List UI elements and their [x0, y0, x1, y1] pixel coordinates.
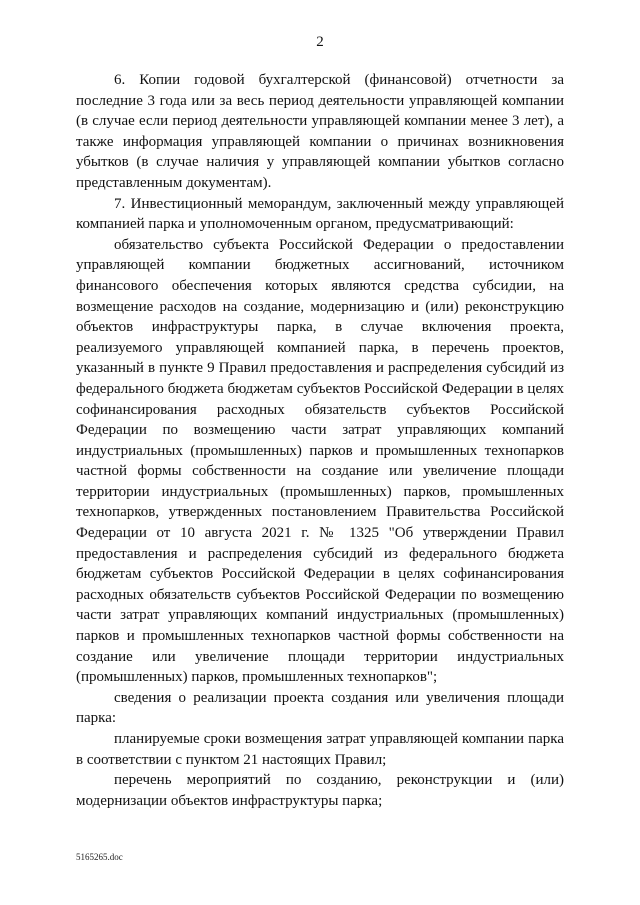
- document-body: [76, 70, 564, 811]
- page-number: 2: [316, 34, 324, 50]
- paragraph-item-6: 6. Копии годовой бухгалтерской (финансовой) отчетности за последние 3 года или за весь период деятельности управляющей компании (в случае если период деятельности управляющей компании менее 3 лет), а также информация управляющей компании о причинах возникновения убытков (в случае наличия у управляющей компании убытков согласно представленным документам).: [76, 72, 564, 191]
- paragraph-item-7: 7. Инвестиционный меморандум, заключенный между управляющей компанией парка и уполномоченным органом, предусматривающий:: [76, 195, 564, 233]
- paragraph-reimbursement-terms: планируемые сроки возмещения затрат управляющей компании парка в соответствии с пунктом 21 настоящих Правил;: [76, 731, 564, 768]
- document-filename: 5165265.doc: [76, 852, 123, 862]
- paragraph-project-info: сведения о реализации проекта создания или увеличения площади парка:: [76, 689, 564, 727]
- paragraph-activities-list: перечень мероприятий по созданию, реконструкции и (или) модернизации объектов инфраструктуры парка;: [76, 772, 564, 809]
- paragraph-obligation: обязательство субъекта Российской Федерации о предоставлении управляющей компании бюджетных ассигнований, источником финансового обеспечения которых являются средства субсидии, на возмещение расходов на создание, модернизацию и (или) реконструкцию объектов инфраструктуры парка, в случае включения проекта, реализуемого управляющей компанией парка, в перечень проектов, указанный в пункте 9 Правил предоставления и распределения субсидий из федерального бюджета бюджетам субъектов Российской Федерации в целях софинансирования расходных обязательств субъектов Российской Федерации по возмещению части затрат управляющих компаний индустриальных (промышленных) парков и промышленных технопарков частной формы собственности на создание или увеличение площади территории индустриальных (промышленных) парков, промышленных технопарков, утвержденных постановлением Правительства Российской Федерации от 10 августа 2021 г. № 1325 "Об утверждении Правил предоставления и распределения субсидий из федерального бюджета бюджетам субъектов Российской Федерации в целях софинансирования расходных обязательств субъектов Российской Федерации по возмещению части затрат управляющих компаний индустриальных (промышленных) парков и промышленных технопарков частной формы собственности на создание или увеличение площади территории индустриальных (промышленных) парков, промышленных технопарков";: [76, 236, 564, 686]
